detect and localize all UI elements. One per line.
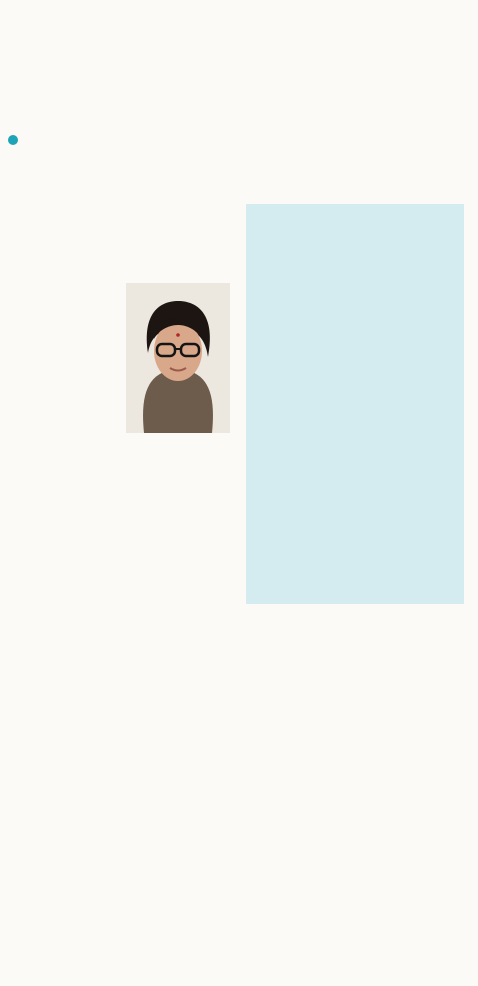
- doctor-photo: [126, 283, 230, 433]
- portrait-image: [126, 283, 230, 433]
- bullet-icon: [8, 135, 18, 145]
- sidebar-box: [246, 204, 464, 604]
